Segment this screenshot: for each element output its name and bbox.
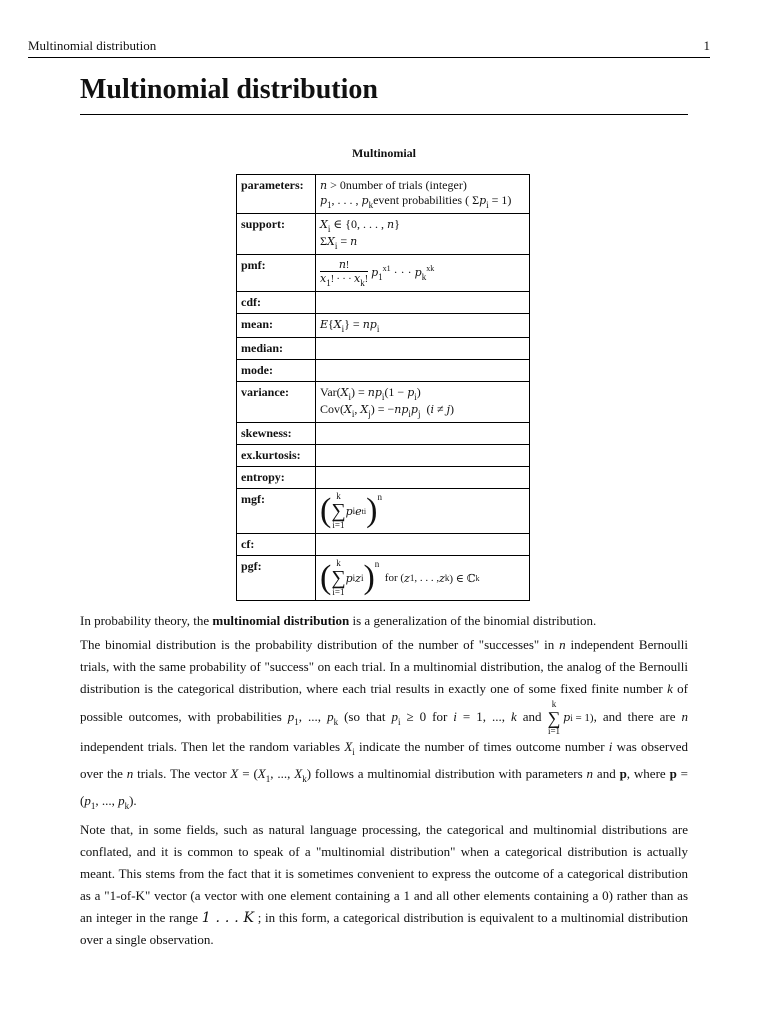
row-value	[316, 423, 530, 445]
infobox-row-entropy	[237, 467, 530, 489]
sum-formula: k ∑ i=1 p i = 1)	[547, 699, 594, 736]
row-value: ( k ∑ i=1 p i e ti ) $^n$	[316, 489, 530, 534]
page-title: Multinomial distribution	[80, 74, 688, 115]
row-label: mean:	[237, 314, 316, 338]
row-label: cf:	[237, 534, 316, 556]
row-label: cdf:	[237, 292, 316, 314]
infobox-row-variance	[237, 382, 530, 423]
infobox-row-parameters	[237, 175, 530, 214]
running-title: Multinomial distribution	[28, 38, 157, 53]
row-value: $X_i$ ∈ {0, . . . , n} $\Sigma X_i = n$	[316, 214, 530, 255]
param-n-note: number of trials (integer)	[345, 178, 467, 192]
row-value: $\frac{n!}{x1! \cdot \cdot \cdot xk!}$ $p_1^{x1}$ · · · $p_k^{xk}$	[316, 255, 530, 292]
infobox-row-support	[237, 214, 530, 255]
infobox-row-pmf	[237, 255, 530, 292]
infobox-row-mgf	[237, 489, 530, 534]
row-label: pgf:	[237, 556, 316, 601]
paragraph-note: Note that, in some fields, such as natural language processing, the categorical and multinomial distributions are conflated, and it is common to speak of a "multinomial distribution" when a categorical distribution is actually meant. This stems from the fact that it is sometimes convenient to express the outcome of a categorical distribution as a "1-of-K" vector (a vector with one element containing a 1 and all other elements containing a 0) rather than as an integer in the range 1 . . . K ; in this form, a categorical distribution is equivalent to a multinomial distribution over a single observation.	[80, 822, 688, 947]
row-value: $Var(X_i) = np_i(1 - p_i)$ $Cov(X_i$, $X_j) = -np_ip_j$ (i ≠ j)	[316, 382, 530, 423]
row-label: support:	[237, 214, 316, 255]
infobox-row-skewness	[237, 423, 530, 445]
row-label: variance:	[237, 382, 316, 423]
row-label: entropy:	[237, 467, 316, 489]
row-value: n > 0number of trials (integer) $p_1$, . . . , $p_kevent$ probabilities ( $\Sigma p_i = 1$)	[316, 175, 530, 214]
row-label: parameters:	[237, 175, 316, 214]
infobox-row-median	[237, 338, 530, 360]
running-header	[28, 38, 710, 58]
infobox-table	[236, 174, 530, 601]
bold-term: multinomial distribution	[212, 613, 350, 628]
row-value	[316, 445, 530, 467]
paragraph-intro: In probability theory, the multinomial distribution is a generalization of the binomial distribution.	[80, 613, 597, 628]
infobox-row-kurtosis	[237, 445, 530, 467]
infobox-row-cdf	[237, 292, 530, 314]
row-value	[316, 292, 530, 314]
row-label: median:	[237, 338, 316, 360]
article-body	[80, 610, 688, 953]
row-value	[316, 360, 530, 382]
infobox-row-mode	[237, 360, 530, 382]
infobox-row-mean	[237, 314, 530, 338]
row-value	[316, 467, 530, 489]
row-label: mgf:	[237, 489, 316, 534]
row-value: ( k ∑ i=1 p i z i ) $^n$ for ( z 1 , . . . , z k ) ∈ ℂ k	[316, 556, 530, 601]
row-label: pmf:	[237, 255, 316, 292]
row-label: skewness:	[237, 423, 316, 445]
paragraph-definition: The binomial distribution is the probability distribution of the number of "successes" in n independent Bernoulli trials, with the same probability of "success" on each trial. In a multinomial distribution, the analog of the Bernoulli distribution is the categorical distribution, where each trial results in exactly one of some fixed finite number k of possible outcomes, with probabilities $p_1$, ..., $p_k$ (so that $p_i \ge 0$ for i = 1, ..., k and k ∑ i=1 p i = 1), and there are n independent trials. Then let the random variables $X_i$ indicate the number of times outcome number i was observed over the n trials. The vector $X = (X_1$, ..., $X_k$) follows a multinomial distribution with parameters n and p, where $p = (p_1$, ..., $p_k$).	[80, 637, 689, 811]
row-value: $E\{X_i\} = np_i$	[316, 314, 530, 338]
infobox-row-pgf	[237, 556, 530, 601]
page-number: 1	[703, 38, 710, 53]
row-label: ex.kurtosis:	[237, 445, 316, 467]
infobox-caption: Multinomial	[351, 146, 416, 160]
infobox-row-cf	[237, 534, 530, 556]
row-value	[316, 534, 530, 556]
param-p-note: event probabilities (	[373, 193, 470, 207]
row-value	[316, 338, 530, 360]
row-label: mode:	[237, 360, 316, 382]
